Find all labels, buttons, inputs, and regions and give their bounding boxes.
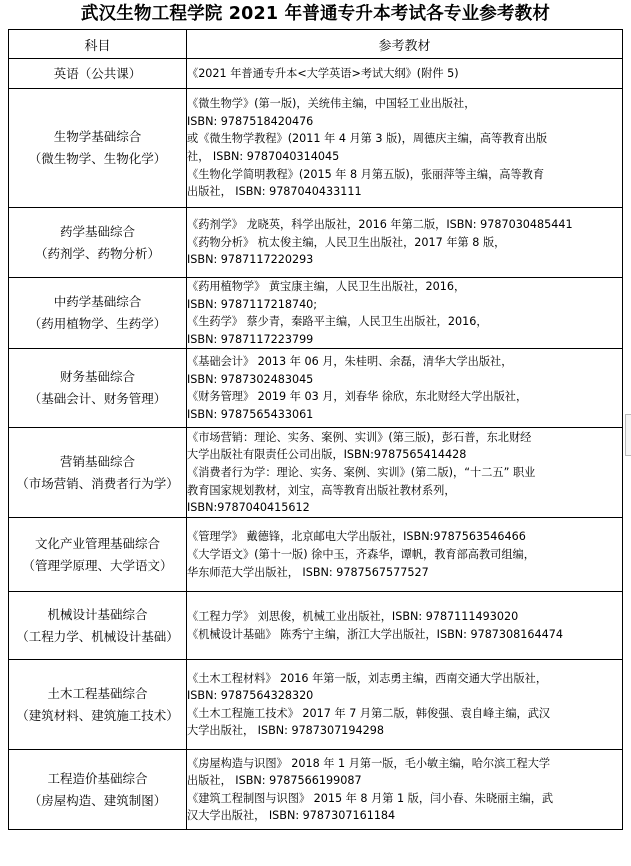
textbook-line: 《微生物学》(第一版)，关统伟主编，中国轻工业出版社，: [187, 97, 476, 111]
header-subject: 科目: [9, 30, 187, 59]
table-row: [9, 750, 623, 830]
textbook-line: 或《微生物学教程》(2011 年 4 月第 3 版)，周德庆主编，高等教育出版: [187, 132, 548, 146]
textbook-line: 华东师范大学出版社， ISBN: 9787567577527: [187, 565, 429, 579]
textbook-cell: [187, 592, 623, 660]
subject-line: （基础会计、财务管理）: [28, 391, 167, 407]
subject-line: 药学基础综合: [59, 223, 135, 239]
textbook-line: ISBN: 9787565433061: [187, 407, 314, 421]
subject-line: （药用植物学、生药学）: [28, 316, 167, 332]
page-edge-marker: [625, 414, 631, 456]
table-row: [9, 518, 623, 592]
textbook-line: ISBN:9787040415612: [187, 501, 310, 515]
table-row: [9, 592, 623, 660]
table-header-row: [9, 30, 623, 59]
table-row: [9, 278, 623, 349]
table-row: [9, 208, 623, 278]
subject-line: 财务基础综合: [59, 369, 135, 385]
textbook-line: 《土木工程材料》 2016 年第一版，刘志勇主编，西南交通大学出版社，: [187, 671, 548, 685]
subject-line: （管理学原理、大学语文）: [22, 557, 173, 573]
subject-line: 营销基础综合: [59, 453, 135, 469]
textbook-line: 《药剂学》 龙晓英，科学出版社，2016 年第二版，ISBN: 9787030485441: [187, 218, 573, 232]
textbook-cell: [187, 428, 623, 518]
textbook-line: 《大学语文》(第十一版) 徐中玉，齐森华，谭帆，教育部高教司组编，: [187, 548, 535, 562]
document-title: 武汉生物工程学院 2021 年普通专升本考试各专业参考教材: [80, 4, 551, 24]
textbook-cell: [187, 208, 623, 278]
subject-cell: [9, 278, 187, 349]
textbook-line: 《管理学》 戴德锋，北京邮电大学出版社，ISBN:9787563546466: [187, 530, 526, 544]
textbook-cell: [187, 518, 623, 592]
subject-cell: [9, 208, 187, 278]
subject-cell: [9, 518, 187, 592]
textbook-line: 汉大学出版社， ISBN: 9787307161184: [187, 809, 396, 823]
textbook-cell: [187, 750, 623, 830]
textbook-cell: [187, 278, 623, 349]
subject-cell: [9, 428, 187, 518]
textbook-line: 教育国家规划教材，刘宝，高等教育出版社教材系列，: [187, 483, 456, 497]
subject-line: 土木工程基础综合: [47, 685, 148, 701]
subject-line: （市场营销、消费者行为学）: [16, 475, 179, 491]
textbook-line: ISBN: 9787117223799: [187, 332, 314, 346]
textbook-cell: [187, 59, 623, 89]
textbook-line: 《机械设计基础》 陈秀宁主编，浙江大学出版社，ISBN: 9787308164474: [187, 627, 563, 641]
textbook-table: [8, 29, 623, 830]
textbook-line: 出版社， ISBN: 9787040433111: [187, 185, 362, 199]
textbook-cell: [187, 349, 623, 428]
subject-line: 文化产业管理基础综合: [34, 535, 160, 551]
subject-line: （工程力学、机械设计基础）: [16, 628, 179, 644]
textbook-line: 《2021 年普通专升本<大学英语>考试大纲》(附件 5): [187, 66, 459, 80]
textbook-line: 出版社， ISBN: 9787566199087: [187, 774, 362, 788]
textbook-line: 社， ISBN: 9787040314045: [187, 150, 340, 163]
textbook-line: ISBN: 9787518420476: [187, 114, 314, 128]
subject-line: 机械设计基础综合: [47, 606, 148, 622]
table-row: [9, 59, 623, 89]
textbook-line: ISBN: 9787302483045: [187, 372, 314, 386]
table-row: [9, 89, 623, 208]
textbook-line: 《土木工程施工技术》 2017 年 7 月第二版，韩俊强、袁自峰主编，武汉: [187, 706, 551, 720]
table-row: [9, 349, 623, 428]
textbook-line: 《药物分析》 杭太俊主编，人民卫生出版社，2017 年第 8 版，: [187, 235, 506, 249]
subject-line: 生物学基础综合: [53, 129, 142, 144]
subject-cell: [9, 750, 187, 830]
textbook-line: 《基础会计》 2013 年 06 月，朱桂明、余磊，清华大学出版社，: [187, 355, 513, 369]
textbook-line: 《生物化学简明教程》(2015 年 8 月第五版)，张丽萍等主编，高等教育: [187, 167, 545, 181]
subject-cell: [9, 89, 187, 208]
subject-cell: [9, 592, 187, 660]
subject-cell: [9, 59, 187, 89]
textbook-line: ISBN: 9787117218740;: [187, 297, 318, 311]
subject-cell: [9, 349, 187, 428]
subject-line: （建筑材料、建筑施工技术）: [16, 707, 179, 723]
textbook-line: 《建筑工程制图与识图》 2015 年 8 月第 1 版，闫小春、朱晓丽主编，武: [187, 791, 554, 805]
textbook-line: 《房屋构造与识图》 2018 年 1 月第一版，毛小敏主编，哈尔滨工程大学: [187, 756, 551, 770]
textbook-line: 《工程力学》 刘思俊，机械工业出版社，ISBN: 9787111493020: [187, 610, 519, 624]
table-body: [9, 59, 623, 830]
textbook-line: ISBN: 9787564328320: [187, 689, 314, 703]
textbook-line: 《市场营销：理论、实务、案例、实训》(第三版)，彭石普，东北财经: [187, 430, 532, 444]
textbook-cell: [187, 660, 623, 750]
textbook-line: ISBN: 9787117220293: [187, 253, 314, 267]
subject-line: （微生物学、生物化学）: [28, 151, 167, 166]
subject-line: 中药学基础综合: [53, 294, 142, 310]
header-textbook: 参考教材: [187, 30, 623, 59]
textbook-line: 《消费者行为学：理论、实务、案例、实训》(第二版)，“十二五” 职业: [187, 466, 536, 480]
table-row: [9, 428, 623, 518]
textbook-cell: [187, 89, 623, 208]
subject-line: （药剂学、药物分析）: [34, 245, 160, 261]
subject-cell: [9, 660, 187, 750]
textbook-line: 《生药学》 蔡少青，秦路平主编，人民卫生出版社，2016，: [187, 315, 488, 329]
table-row: [9, 660, 623, 750]
subject-line: 英语（公共课）: [53, 65, 142, 81]
textbook-line: 大学出版社， ISBN: 9787307194298: [187, 724, 384, 738]
textbook-line: 《药用植物学》 黄宝康主编，人民卫生出版社，2016，: [187, 280, 466, 293]
textbook-line: 大学出版社有限责任公司出版，ISBN:9787565414428: [187, 448, 467, 462]
subject-line: （房屋构造、建筑制图）: [28, 792, 167, 808]
subject-line: 工程造价基础综合: [47, 770, 148, 786]
textbook-line: 《财务管理》 2019 年 03 月，刘春华 徐欣，东北财经大学出版社，: [187, 390, 528, 404]
